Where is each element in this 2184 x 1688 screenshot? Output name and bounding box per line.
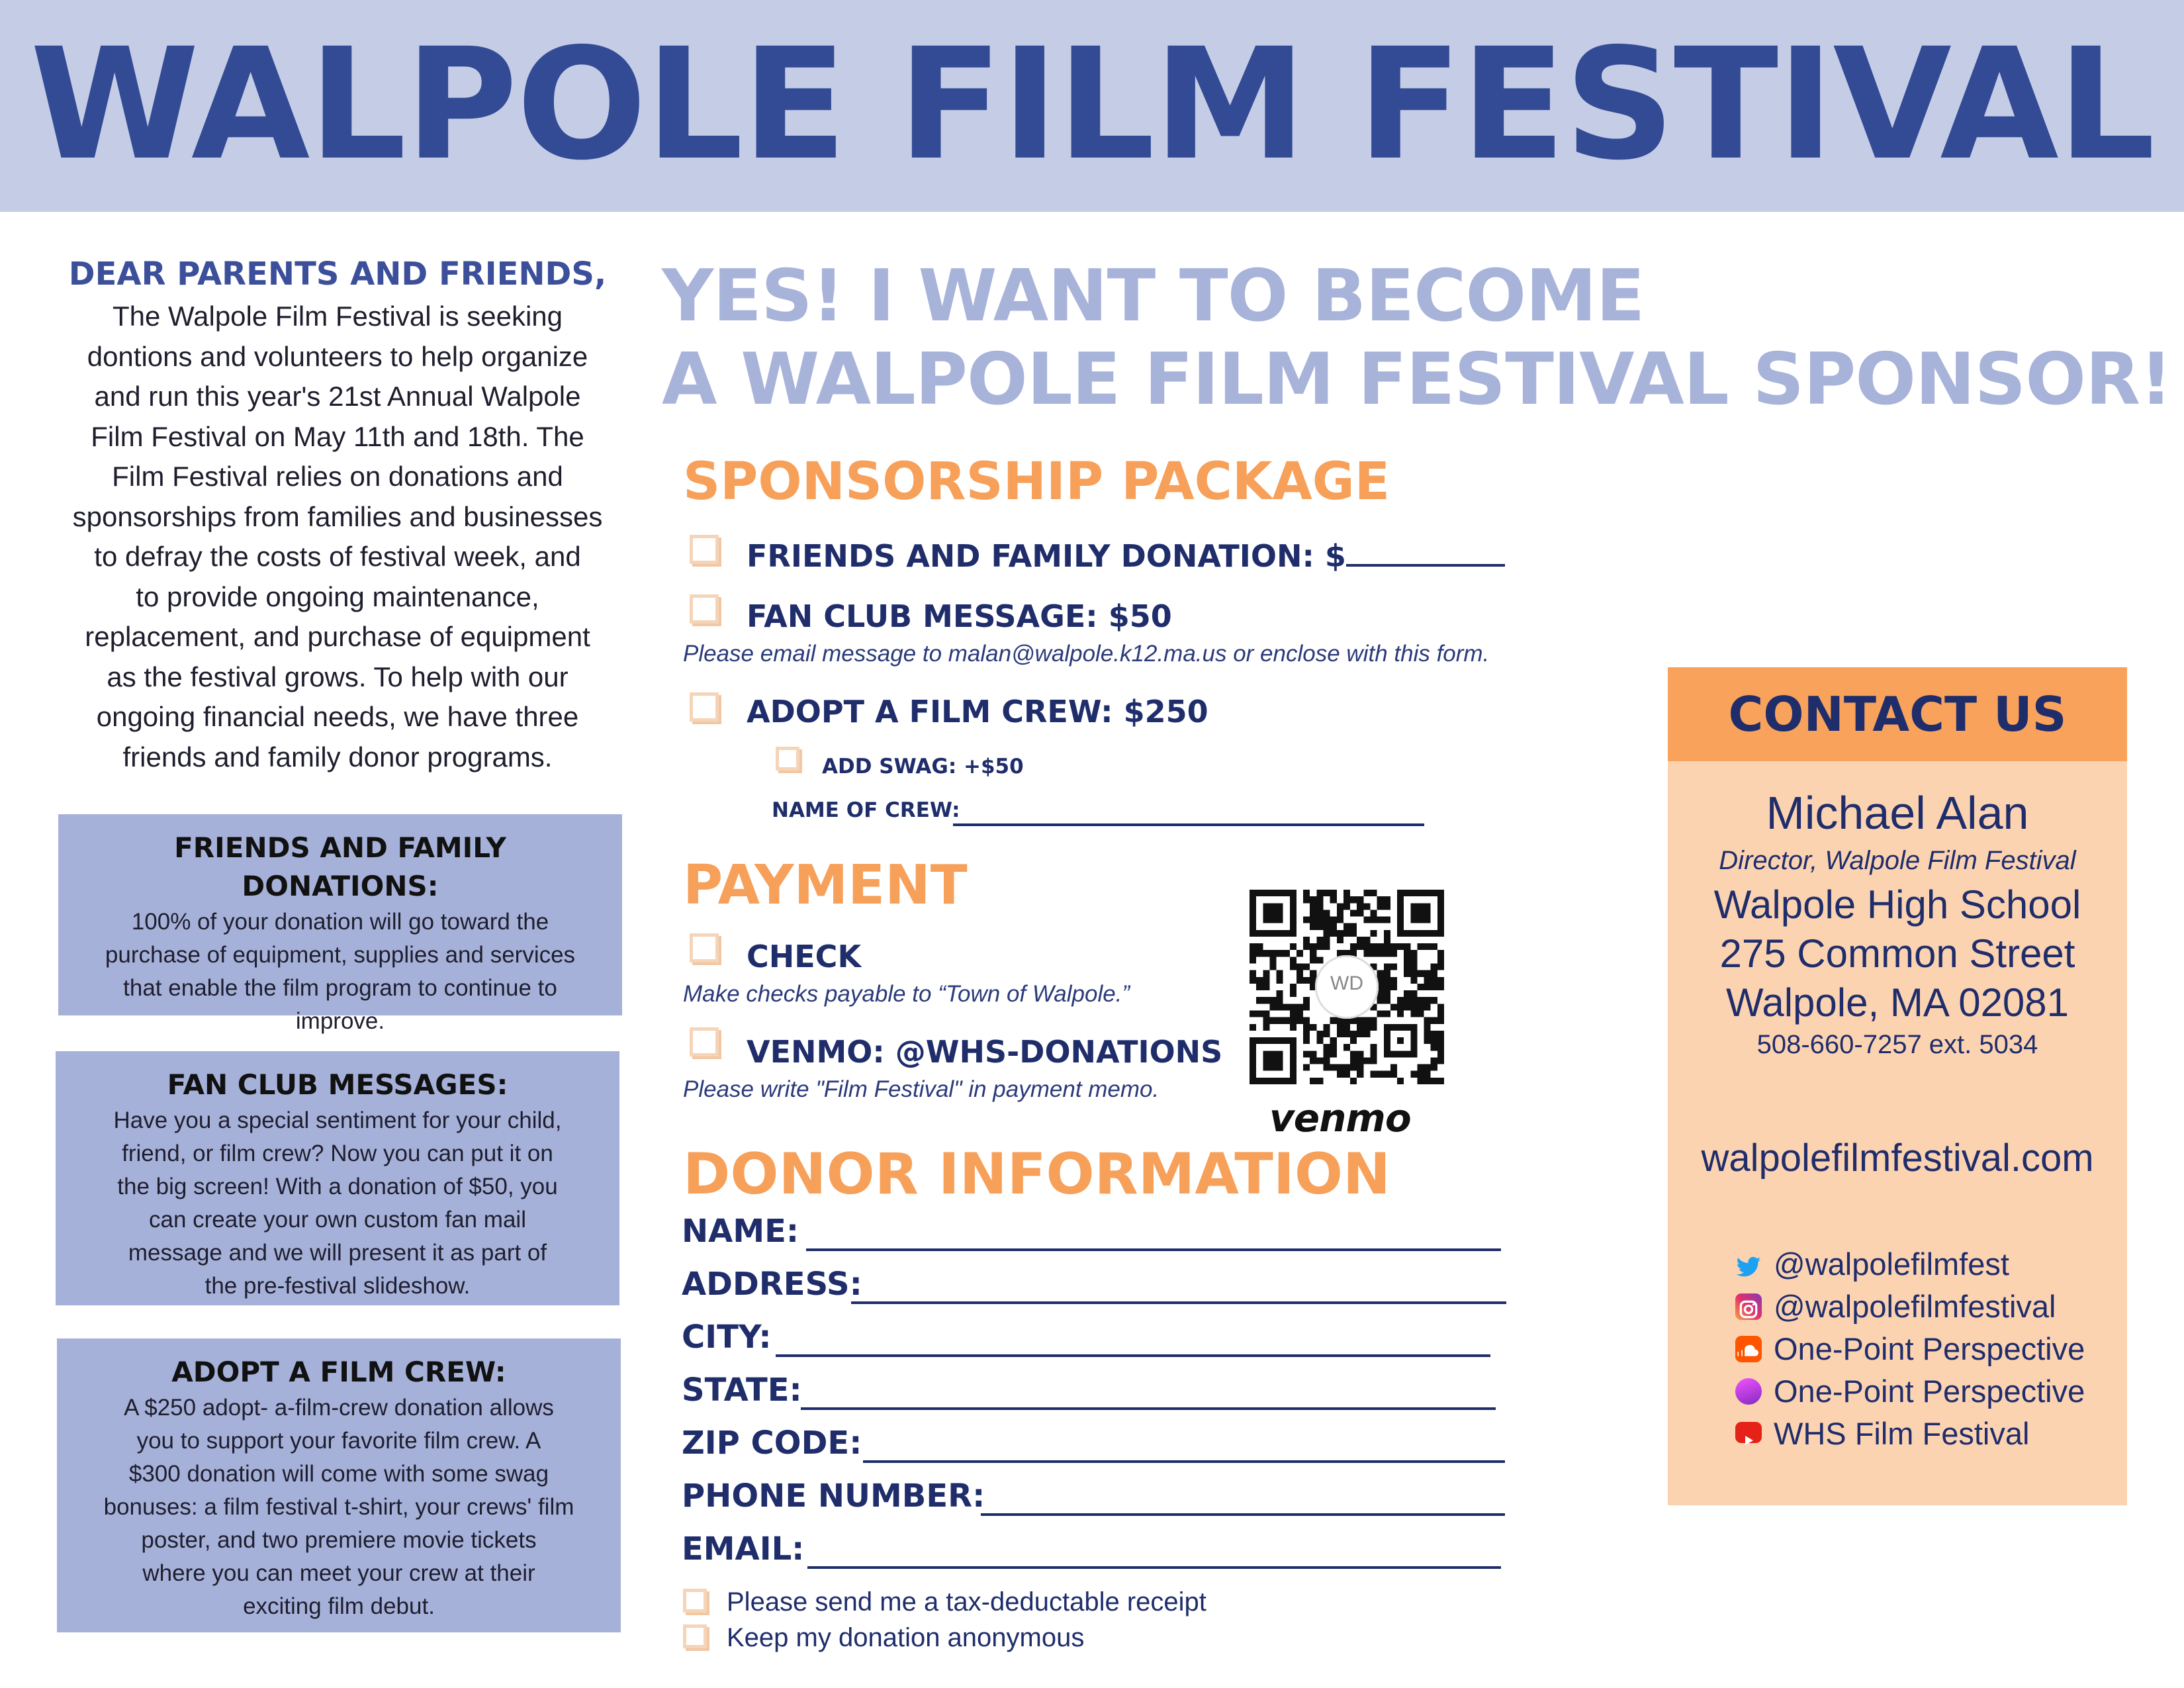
fan-club-info-box	[56, 1051, 619, 1305]
venmo-payment-note: Please write "Film Festival" in payment memo.	[683, 1076, 1160, 1102]
check-payment-note: Make checks payable to “Town of Walpole.”	[683, 981, 1130, 1007]
intro-body	[40, 297, 635, 777]
fan-club-note: Please email message to malan@walpole.k12.ma.us or enclose with this form.	[683, 641, 1490, 667]
tax-receipt-label: Please send me a tax-deductable receipt	[727, 1587, 1206, 1617]
fan-club-checkbox[interactable]	[690, 594, 719, 624]
info-box-line: the big screen! With a donation of $50, you	[117, 1174, 558, 1199]
page-title: WALPOLE FILM FESTIVAL	[30, 15, 2154, 194]
intro-line: friends and family donor programs.	[122, 741, 553, 773]
info-box-line: Have you a special sentiment for your child,	[113, 1107, 562, 1133]
instagram-link[interactable]	[1735, 1288, 2056, 1325]
crew-name-line[interactable]	[953, 823, 1424, 826]
intro-line: as the festival grows. To help with our	[107, 661, 569, 692]
add-swag-checkbox[interactable]	[776, 747, 799, 771]
soundcloud-label: One-Point Perspective	[1774, 1331, 2085, 1366]
contact-name: Michael Alan	[1766, 787, 2029, 839]
info-box-line: improve.	[295, 1008, 385, 1034]
intro-line: to provide ongoing maintenance,	[136, 581, 539, 612]
twitter-handle: @walpolefilmfest	[1774, 1246, 2009, 1282]
fan-club-label: FAN CLUB MESSAGE: $50	[747, 598, 1172, 634]
check-payment-label: CHECK	[747, 939, 862, 974]
podcasts-label: One-Point Perspective	[1774, 1374, 2085, 1409]
crew-name-label: NAME OF CREW:	[772, 798, 960, 822]
instagram-handle: @walpolefilmfestival	[1774, 1289, 2056, 1324]
intro-line: Film Festival on May 11th and 18th. The	[91, 420, 584, 452]
youtube-icon	[1735, 1422, 1762, 1443]
anonymous-checkbox[interactable]	[683, 1624, 707, 1648]
adopt-crew-label: ADOPT A FILM CREW: $250	[747, 694, 1208, 729]
youtube-label: WHS Film Festival	[1774, 1416, 2030, 1451]
donor-city-line[interactable]	[776, 1354, 1490, 1357]
donor-city-field[interactable]	[682, 1319, 772, 1356]
website-link[interactable]: walpolefilmfestival.com	[1701, 1137, 2094, 1180]
sponsor-headline-line-2: A WALPOLE FILM FESTIVAL SPONSOR!	[662, 338, 2172, 421]
soundcloud-icon	[1735, 1336, 1762, 1362]
friends-donation-checkbox[interactable]	[690, 535, 719, 564]
donor-city-label: CITY:	[682, 1319, 772, 1356]
check-payment-checkbox[interactable]	[690, 933, 719, 962]
intro-line: ongoing financial needs, we have three	[96, 701, 579, 732]
info-box-line: A $250 adopt- a-film-crew donation allows	[124, 1395, 554, 1421]
intro-line: dontions and volunteers to help organize	[87, 340, 588, 372]
info-box-title: ADOPT A FILM CREW:	[171, 1356, 506, 1388]
apple-podcasts-link[interactable]	[1735, 1373, 2085, 1409]
donor-info-heading: DONOR INFORMATION	[683, 1141, 1390, 1207]
donor-zip-line[interactable]	[863, 1460, 1505, 1463]
contact-role: Director, Walpole Film Festival	[1719, 846, 2076, 875]
info-box-line: poster, and two premiere movie tickets	[141, 1527, 537, 1553]
intro-heading: DEAR PARENTS AND FRIENDS,	[68, 256, 607, 293]
info-box-line: that enable the film program to continue to	[123, 975, 557, 1001]
sponsor-headline	[662, 255, 2172, 422]
donor-name-field[interactable]	[682, 1213, 799, 1250]
donor-state-line[interactable]	[801, 1407, 1496, 1410]
intro-line: sponsorships from families and businesses	[72, 500, 603, 532]
payment-heading: PAYMENT	[683, 854, 968, 917]
info-box-line: bonuses: a film festival t-shirt, your crews' film	[103, 1494, 574, 1520]
venmo-payment-label: VENMO: @WHS-DONATIONS	[747, 1034, 1223, 1070]
adopt-crew-checkbox[interactable]	[690, 692, 719, 722]
info-box-line: 100% of your donation will go toward the	[131, 909, 549, 935]
contact-heading: CONTACT US	[1668, 667, 2127, 761]
donor-phone-field[interactable]	[682, 1477, 985, 1515]
donor-state-label: STATE:	[682, 1372, 802, 1409]
contact-city: Walpole, MA 02081	[1725, 980, 2070, 1025]
info-box-line: exciting film debut.	[243, 1593, 435, 1619]
donor-name-label: NAME:	[682, 1213, 799, 1250]
intro-letter	[40, 252, 635, 777]
info-box-line: can create your own custom fan mail	[149, 1207, 526, 1233]
twitter-icon	[1735, 1251, 1762, 1278]
info-box-line: you to support your favorite film crew. A	[136, 1428, 541, 1454]
donor-email-field[interactable]	[682, 1530, 804, 1568]
donor-address-label: ADDRESS:	[682, 1266, 862, 1303]
anonymous-label: Keep my donation anonymous	[727, 1623, 1085, 1652]
donor-email-line[interactable]	[807, 1566, 1501, 1569]
qr-center-badge: WD	[1330, 972, 1363, 994]
instagram-icon	[1735, 1293, 1762, 1320]
podcasts-icon	[1735, 1378, 1762, 1405]
info-box-line: $300 donation will come with some swag	[128, 1461, 549, 1487]
intro-line: and run this year's 21st Annual Walpole	[94, 381, 581, 412]
venmo-qr-code[interactable]	[1250, 890, 1444, 1084]
donor-phone-label: PHONE NUMBER:	[682, 1477, 985, 1515]
info-box-line: where you can meet your crew at their	[142, 1560, 535, 1586]
intro-line: to defray the costs of festival week, and	[94, 541, 581, 572]
donor-address-field[interactable]	[682, 1266, 862, 1303]
info-box-line: friend, or film crew? Now you can put it on	[122, 1141, 553, 1166]
donor-name-line[interactable]	[806, 1248, 1501, 1251]
contact-phone: 508-660-7257 ext. 5034	[1756, 1030, 2038, 1059]
donor-address-line[interactable]	[851, 1301, 1506, 1304]
adopt-crew-info-box	[57, 1338, 621, 1632]
add-swag-label: ADD SWAG: +$50	[822, 755, 1024, 778]
donation-amount-line[interactable]	[1346, 538, 1505, 567]
donor-zip-field[interactable]	[682, 1425, 862, 1462]
info-box-line: message and we will present it as part of	[128, 1240, 547, 1266]
twitter-link[interactable]	[1735, 1246, 2009, 1282]
venmo-logo: venmo	[1269, 1096, 1411, 1141]
contact-school: Walpole High School	[1713, 882, 2081, 927]
donor-email-label: EMAIL:	[682, 1530, 805, 1568]
info-box-title: FRIENDS AND FAMILY DONATIONS:	[174, 831, 506, 902]
soundcloud-link[interactable]	[1735, 1331, 2085, 1367]
info-box-title: FAN CLUB MESSAGES:	[167, 1068, 508, 1101]
info-box-line: purchase of equipment, supplies and services	[105, 942, 576, 968]
tax-receipt-checkbox[interactable]	[683, 1589, 707, 1613]
donor-phone-line[interactable]	[981, 1513, 1505, 1516]
donor-zip-label: ZIP CODE:	[682, 1425, 862, 1462]
contact-street: 275 Common Street	[1719, 931, 2075, 976]
friends-family-info-box	[58, 814, 622, 1034]
info-box-line: the pre-festival slideshow.	[205, 1273, 471, 1299]
donor-state-field[interactable]	[682, 1372, 802, 1409]
sponsorship-package-heading: SPONSORSHIP PACKAGE	[683, 452, 1390, 512]
intro-line: replacement, and purchase of equipment	[85, 621, 590, 652]
intro-line: The Walpole Film Festival is seeking	[113, 301, 563, 332]
venmo-payment-checkbox[interactable]	[690, 1027, 719, 1056]
sponsor-headline-line-1: YES! I WANT TO BECOME	[662, 255, 1645, 338]
youtube-link[interactable]	[1735, 1415, 2029, 1452]
friends-donation-label: FRIENDS AND FAMILY DONATION: $	[747, 538, 1505, 574]
intro-line: Film Festival relies on donations and	[112, 461, 563, 492]
